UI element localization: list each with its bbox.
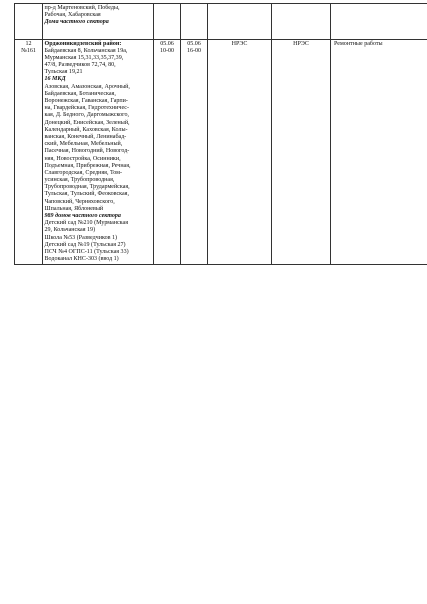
table-row-161 xyxy=(15,40,427,265)
street-line: Воронежская, Гаванская, Гарпи- xyxy=(44,98,128,104)
address-line: Тульская 19,21 xyxy=(44,69,83,76)
street-line: кая, Д. Бедного, Даргомыжского, xyxy=(44,112,130,119)
district-heading: Орджоникидзевский район: xyxy=(44,40,122,47)
start-cell-empty xyxy=(154,4,181,40)
responsible: НРЭС xyxy=(293,40,309,47)
address-line: Рабочая, Хабаровская xyxy=(44,11,101,18)
street-line: Тульская, Тульский, Феоковская, xyxy=(44,191,129,198)
responsible-cell-empty xyxy=(272,4,331,40)
street-line: Шпальная, Яблоневый xyxy=(44,205,104,212)
row-code: №161 xyxy=(21,47,36,54)
work-type: Ремонтные работы xyxy=(334,40,383,47)
street-line: Подъемная, Прибрежная, Речная, xyxy=(44,162,131,169)
end-datetime-cell xyxy=(181,40,208,265)
street-line: Календарный, Каховская, Колы- xyxy=(44,126,128,133)
start-date: 05.06 xyxy=(160,40,174,47)
street-line: Донецкий, Енисейская, Зеленый, xyxy=(44,119,130,126)
street-line: Байдаевская, Ботаническая, xyxy=(44,90,116,97)
street-line: Славгородская, Средняя, Том- xyxy=(44,169,122,176)
address-line: пр-д Мартеновский, Победы, xyxy=(44,4,120,11)
street-line: на, Гвардейская, Гидротехничес- xyxy=(44,105,129,112)
street-line: усинская, Трубопроводная, xyxy=(44,177,115,184)
responsible-cell xyxy=(272,40,331,265)
street-line: ванская, Конечный, Ленинабад- xyxy=(44,133,127,140)
street-line: Трубопроводная, Трудармейская, xyxy=(44,184,130,191)
end-time: 16-00 xyxy=(186,47,202,54)
address-line: 47/8, Разведчиков 72,74, 80, xyxy=(44,62,116,69)
object-line: Детский сад №19 (Тульская 27) xyxy=(44,241,126,248)
object-line: 29, Кольчанская 19) xyxy=(44,227,96,234)
object-line: Водоканал КНС-303 (ввод 1) xyxy=(44,256,119,263)
private-sector-heading: 989 домов частного сектора xyxy=(44,213,121,219)
organization-cell-empty xyxy=(208,4,272,40)
object-line: ПСЧ №4 ОГПС-11 (Тульская 33) xyxy=(44,248,129,255)
street-line: Чаповский, Черняховского, xyxy=(44,198,115,205)
street-line: Азовская, Амазонская, Арочный, xyxy=(44,83,130,90)
private-sector-heading: Дома частного сектора xyxy=(44,18,109,25)
object-line: Детский сад №210 (Мурманская xyxy=(44,220,128,227)
organization-cell xyxy=(208,40,272,265)
address-line: Мурманская 15,31,33,35,37,39, xyxy=(44,54,124,61)
address-line: Байдаевская 8, Кольчанская 19а, xyxy=(44,47,128,54)
number-cell-empty xyxy=(15,4,43,40)
end-date: 05.06 xyxy=(187,40,201,47)
address-cell-previous xyxy=(43,4,154,40)
work-type-cell xyxy=(331,40,427,265)
object-line: Школа №53 (Разведчиков 1) xyxy=(44,234,118,241)
table-row-previous xyxy=(15,4,427,40)
mkd-heading: 16 МКД xyxy=(44,76,66,83)
street-line: ский, Мебельная, Мебельный, xyxy=(44,141,123,148)
street-line: няя, Новостройка, Осинники, xyxy=(44,155,121,162)
row-number-cell xyxy=(15,40,43,265)
start-datetime-cell xyxy=(154,40,181,265)
row-number: 12 xyxy=(25,40,32,47)
work-type-cell-empty xyxy=(331,4,427,40)
organization: НРЭС xyxy=(231,40,248,47)
start-time: 10-00 xyxy=(159,47,175,54)
street-line: Пасечная, Новогодний, Новогод- xyxy=(44,148,130,155)
address-cell xyxy=(43,40,154,265)
end-cell-empty xyxy=(181,4,208,40)
outage-table xyxy=(14,3,427,265)
